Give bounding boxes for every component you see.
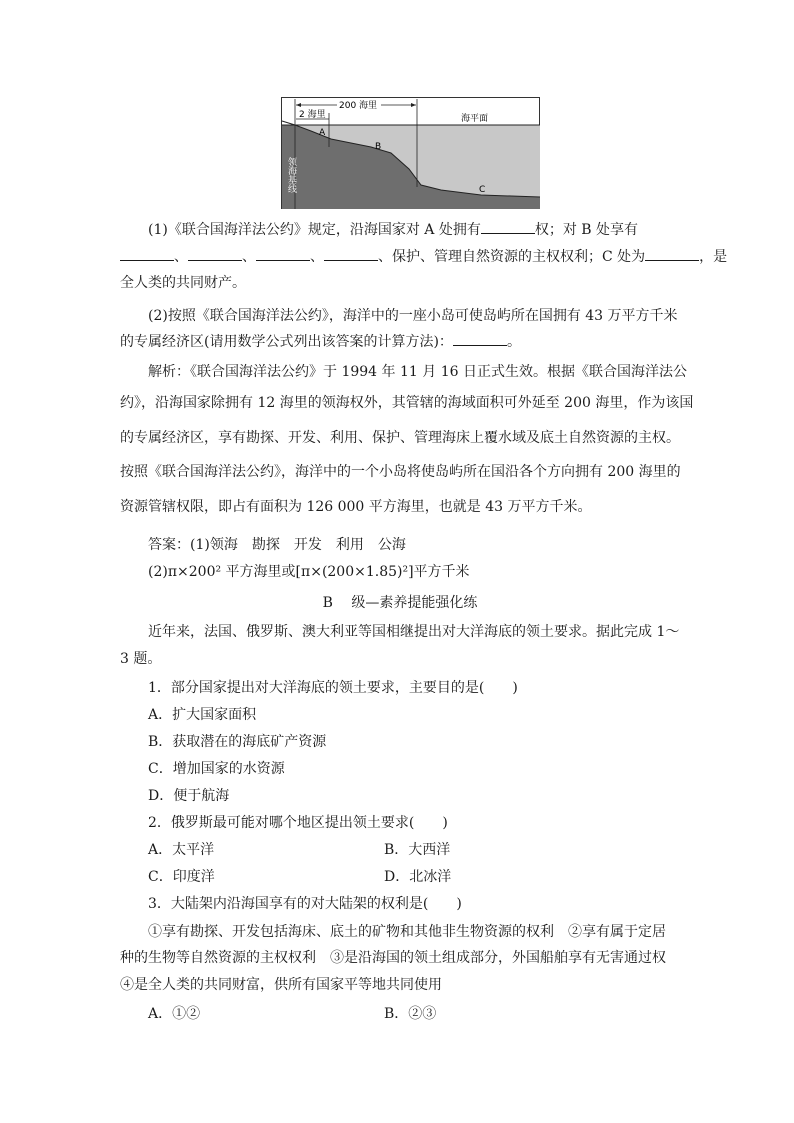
q1-line-1 [148,219,680,240]
q1-blank-2 [120,246,174,261]
label-zone-b: B [375,142,382,152]
analysis-line-3: 的专属经济区，享有勘探、开发、利用、保护、管理海床上覆水域及底土自然资源的主权。 [120,430,680,446]
q2-end: 。 [506,334,521,350]
q1-text-1: (1)《联合国海洋法公约》规定，沿海国家对 A 处拥有 [148,222,481,238]
analysis-line-5: 资源管辖权限，即占有面积为 126 000 平方海里，也就是 43 万平方千米。 [120,499,592,515]
continental-shelf-diagram [281,97,541,210]
mc3-statement-1: ①享有勘探、开发包括海床、底土的矿物和其他非生物资源的权利 ②享有属于定居 [148,924,666,940]
mc3-row-1 [148,1004,680,1024]
q1-text-3: 、保护、管理自然资源的主权权利；C 处为 [378,249,646,265]
section-b-intro-2: 3 题。 [120,651,162,667]
mc1-option-b: B．获取潜在的海底矿产资源 [148,734,327,750]
mc1-option-c: C．增加国家的水资源 [148,761,285,777]
analysis-line-1: 解析：《联合国海洋法公约》于 1994 年 11 月 16 日正式生效。根据《联合国海洋法公 [148,364,687,380]
label-baseline: 领海基线 [286,157,296,193]
mc3-statement-2: 种的生物等自然资源的主权权利 ③是沿海国的领土组成部分，外国船舶享有无害通过权 [120,950,666,966]
answer-line-2: (2)π×200² 平方海里或[π×(200×1.85)²]平方千米 [148,564,470,580]
q1-blank-1 [481,219,535,234]
q1-blank-3 [188,246,242,261]
q1-line-2 [120,246,728,267]
label-200-nm: 200 海里 [339,101,378,111]
section-b-intro-1: 近年来，法国、俄罗斯、澳大利亚等国相继提出对大洋海底的领土要求。据此完成 1～ [148,624,680,640]
mc1-option-a: A．扩大国家面积 [148,707,257,723]
q1-sep-2: 、 [242,249,256,265]
answer-line-1: 答案：(1)领海 勘探 开发 利用 公海 [148,537,406,553]
q1-sep-1: 、 [174,249,188,265]
analysis-line-2: 约》，沿海国家除拥有 12 海里的领海权外，其管辖的海域面积可外延至 200 海里，作为该国 [120,395,694,411]
mc3-option-a: A．①② [148,1006,201,1022]
mc2-row-1 [148,840,680,860]
mc3-option-b: B．②③ [384,1006,437,1022]
mc3-statement-3: ④是全人类的共同财富，供所有国家平等地共同使用 [120,977,442,993]
mc2-option-d: D．北冰洋 [384,869,452,885]
q1-blank-4 [256,246,310,261]
q2-text: 的专属经济区(请用数学公式列出该答案的计算方法)： [120,334,453,350]
mc2-option-b: B．大西洋 [384,842,451,858]
diagram-svg [281,97,541,210]
q1-blank-5 [324,246,378,261]
mc2-stem: 2．俄罗斯最可能对哪个地区提出领土要求( ) [148,815,448,831]
q1-text-4: ，是 [699,249,728,265]
q1-blank-6 [645,246,699,261]
q1-line-3: 全人类的共同财产。 [120,275,246,291]
mc1-option-d: D．便于航海 [148,788,230,804]
q1-text-2: 权；对 B 处享有 [534,222,639,238]
q2-line-2 [120,331,680,352]
section-b-title: B 级—素养提能强化练 [322,595,478,611]
mc2-option-c: C．印度洋 [148,869,215,885]
q1-sep-3: 、 [310,249,324,265]
analysis-line-4: 按照《联合国海洋法公约》，海洋中的一个小岛将使岛屿所在国沿各个方向拥有 200 海里的 [120,464,681,480]
q2-line-1: (2)按照《联合国海洋法公约》，海洋中的一座小岛可使岛屿所在国拥有 43 万平方千米 [148,308,678,324]
mc1-stem: 1．部分国家提出对大洋海底的领土要求，主要目的是( ) [148,680,518,696]
label-zone-c: C [479,185,486,195]
mc2-row-2 [148,867,680,887]
label-zone-a: A [319,128,326,138]
label-2-nm: 2 海里 [299,110,326,120]
mc2-option-a: A．太平洋 [148,842,215,858]
mc3-stem: 3．大陆架内沿海国享有的对大陆架的权利是( ) [148,896,462,912]
label-sea-level: 海平面 [461,114,489,124]
q2-blank [453,331,507,346]
